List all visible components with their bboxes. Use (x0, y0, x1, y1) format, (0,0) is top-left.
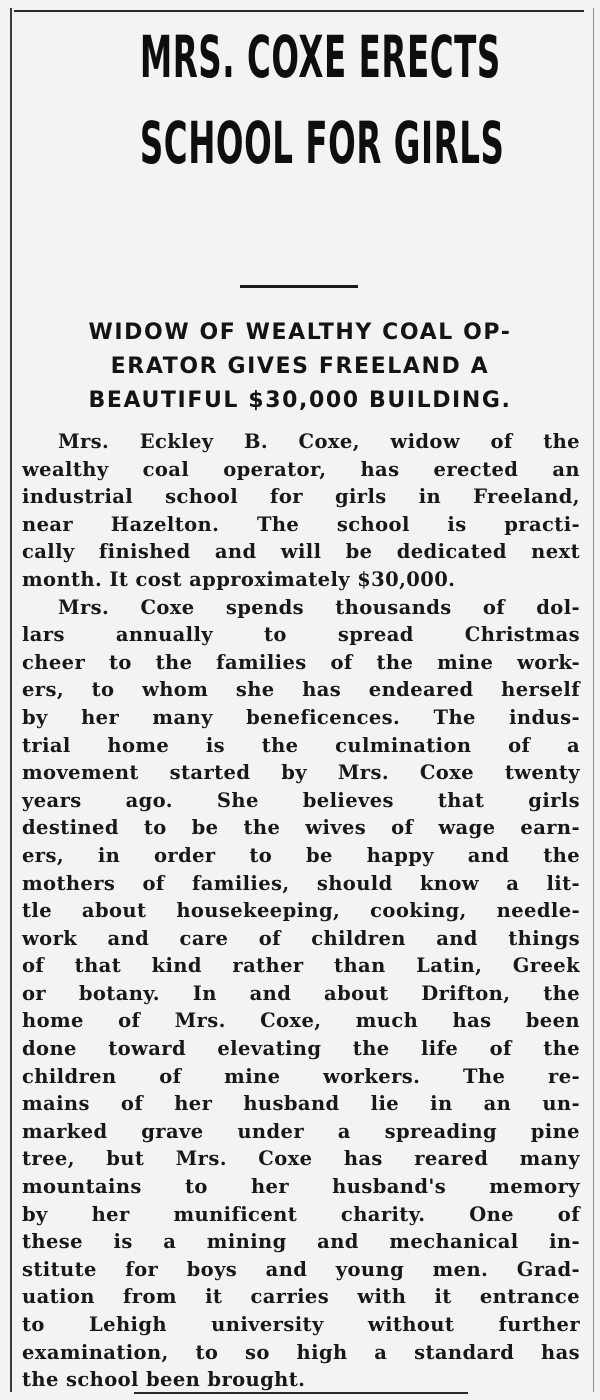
top-rule (14, 10, 584, 12)
article-line: industrial school for girls in Freeland, (22, 485, 580, 509)
article-line: cally finished and will be dedicated next (22, 540, 580, 564)
article-line: destined to be the wives of wage earn- (22, 816, 580, 840)
headline-divider (240, 285, 358, 288)
article-line: uation from it carries with it entrance (22, 1285, 580, 1309)
article-line: lars annually to spread Christmas (22, 623, 580, 647)
article-line: work and care of children and things (22, 926, 580, 950)
article-line: children of mine workers. The re- (22, 1064, 580, 1088)
article-body (22, 428, 580, 1394)
headline-line-2: SCHOOL FOR GIRLS (139, 109, 505, 177)
column-left-border (10, 8, 12, 1392)
article-line: mothers of families, should know a lit- (22, 871, 580, 895)
article-line: years ago. She believes that girls (22, 788, 580, 812)
article-line: near Hazelton. The school is practi- (22, 512, 580, 536)
deck-line-2: ERATOR GIVES FREELAND A (110, 354, 490, 379)
article-line: to Lehigh university without further (22, 1313, 580, 1336)
article-line: or botany. In and about Drifton, the (22, 981, 580, 1005)
article-line: by her many beneficences. The indus- (22, 705, 580, 729)
article-line: wealthy coal operator, has erected an (22, 457, 580, 481)
article-line: mountains to her husband's memory (22, 1175, 580, 1199)
subheadline-deck (18, 316, 582, 418)
article-line: cheer to the families of the mine work- (22, 650, 580, 674)
column-right-border (593, 8, 594, 1392)
article-line: movement started by Mrs. Coxe twenty (22, 761, 580, 785)
article-line: by her munificent charity. One of (22, 1202, 580, 1226)
article-line: mains of her husband lie in an un- (22, 1092, 580, 1116)
article-line: Mrs. Eckley B. Coxe, widow of the (58, 430, 580, 453)
deck-line-3: BEAUTIFUL $30,000 BUILDING. (88, 388, 512, 413)
article-line: the school been brought. (22, 1368, 306, 1392)
article-line: of that kind rather than Latin, Greek (22, 954, 580, 978)
article-line: home of Mrs. Coxe, much has been (22, 1009, 580, 1033)
article-line: Mrs. Coxe spends thousands of dol- (58, 595, 580, 619)
headline (14, 23, 586, 177)
bottom-rule (134, 1392, 468, 1394)
headline-line-1: MRS. COXE ERECTS (139, 23, 501, 91)
article-line: ers, to whom she has endeared herself (22, 678, 580, 702)
article-line: tree, but Mrs. Coxe has reared many (22, 1147, 580, 1171)
article-line: ers, in order to be happy and the (22, 843, 580, 867)
article-line: marked grave under a spreading pine (22, 1119, 580, 1143)
article-line: examination, to so high a standard has (22, 1340, 580, 1364)
article-line: these is a mining and mechanical in- (22, 1230, 580, 1254)
article-line: tle about housekeeping, cooking, needle- (22, 899, 580, 923)
article-line: done toward elevating the life of the (22, 1037, 580, 1061)
article-line: month. It cost approximately $30,000. (22, 567, 456, 591)
article-line: stitute for boys and young men. Grad- (22, 1257, 580, 1281)
deck-line-1: WIDOW OF WEALTHY COAL OP- (88, 320, 512, 345)
article-line: trial home is the culmination of a (22, 733, 580, 757)
